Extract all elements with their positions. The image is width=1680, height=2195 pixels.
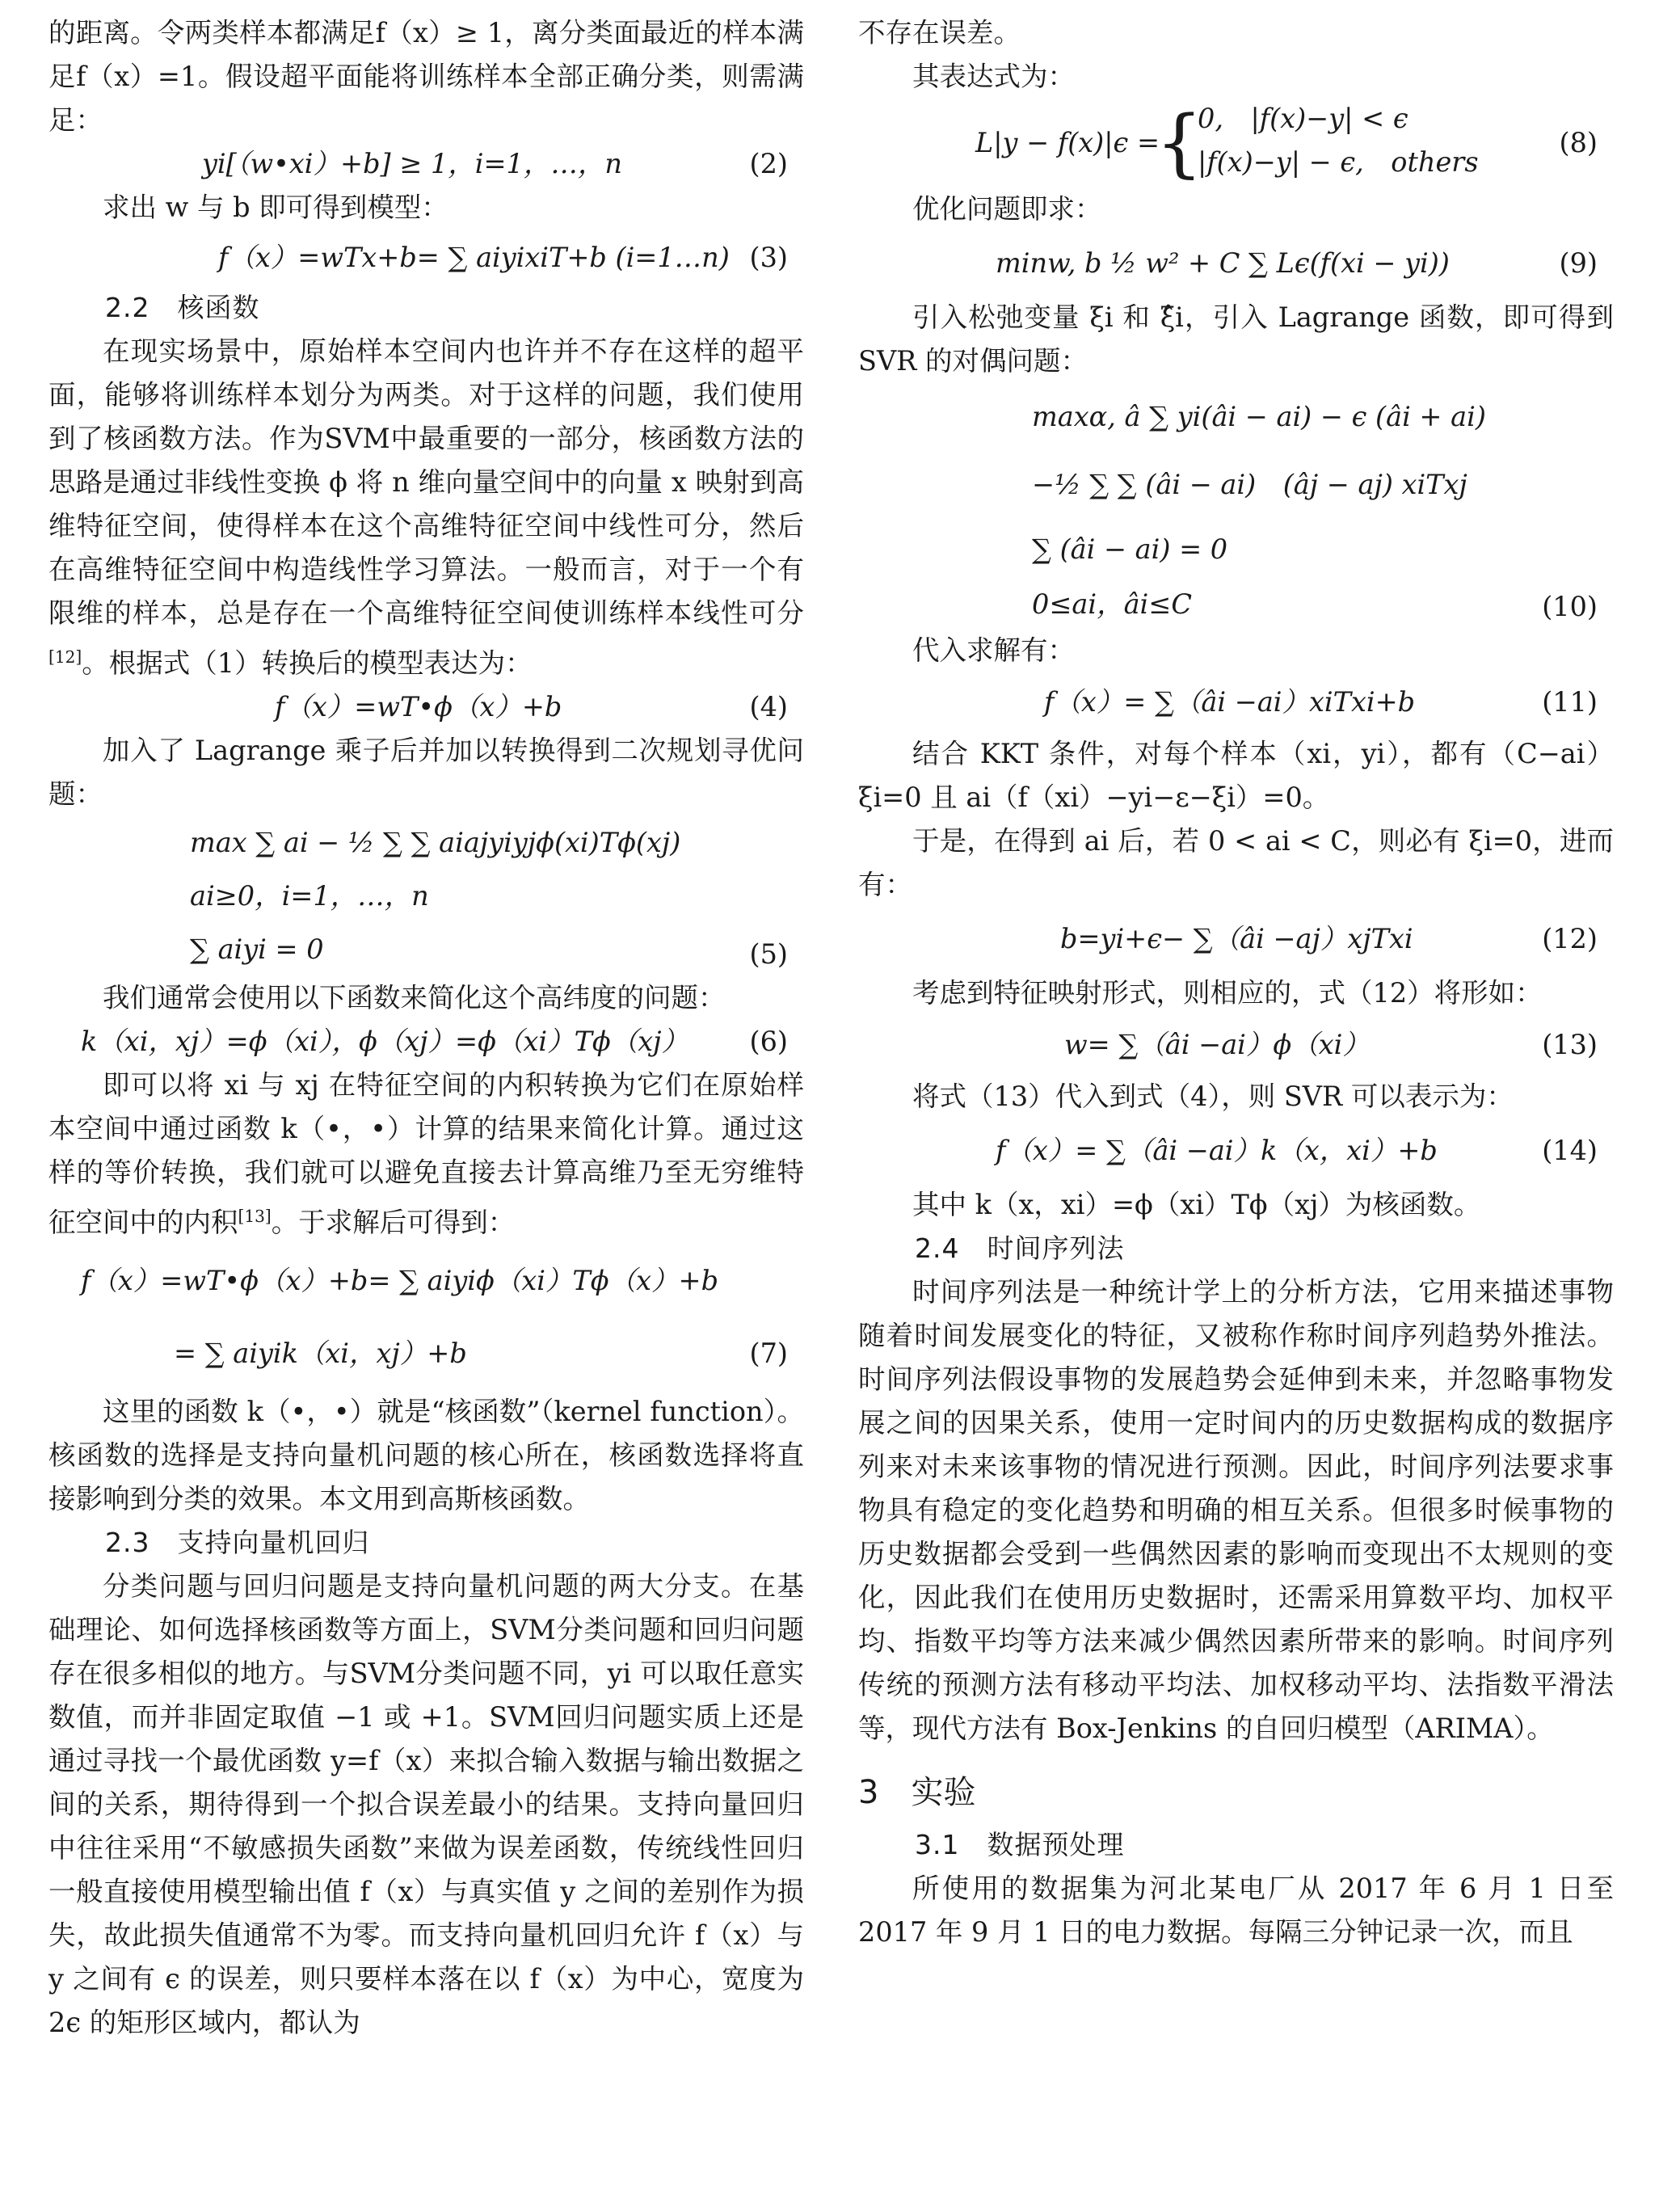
paragraph: 这里的函数 k（•，•）就是“核函数”（kernel function）。核函数的选择是支持向量机问题的核心所在，核函数选择将直接影响到分类的效果。本文用到高斯核函数。: [48, 1396, 804, 1515]
equation-number: (10): [1542, 591, 1598, 622]
paragraph: 优化问题即求：: [912, 193, 1102, 225]
paragraph-text: 。根据式（1）转换后的模型表达为：: [82, 647, 533, 680]
equation-14: [858, 1119, 1614, 1183]
paragraph-text: 在现实场景中，原始样本空间内也许并不存在这样的超平面，能够将训练样本划分为两类。对于这样的问题，我们使用到了核函数方法。作为SVM中最重要的一部分，核函数方法的思路是通过非线性变换 ϕ 将 n 维向量空间中的向量 x 映射到高维特征空间，使得样本在这个高维特征空间中线性可分，然后在高维特征空间中构造线性学习算法。一般而言，对于一个有限维的样本，总是存在一个高维特征空间使训练样本线性可分: [48, 335, 804, 629]
chapter-heading: 3 实验: [858, 1774, 976, 1811]
paragraph: 考虑到特征映射形式，则相应的，式（12）将形如：: [912, 977, 1543, 1009]
equation-lhs: L|y − f(x)|ϵ =: [975, 127, 1160, 158]
paragraph: 结合 KKT 条件，对每个样本（xi，yi），都有（C−ai）ξi=0 且 ai（f（xi）−yi−ε−ξi）=0。: [858, 738, 1614, 813]
equation-3: [48, 230, 804, 286]
paragraph: 其表达式为：: [912, 61, 1075, 92]
equation-10: [858, 383, 1614, 629]
section-heading: 2.4 时间序列法: [915, 1232, 1125, 1264]
equation-body: f（x）= ∑（âi −ai）k（x，xi）+b: [996, 1135, 1438, 1166]
paragraph: 分类问题与回归问题是支持向量机问题的两大分支。在基础理论、如何选择核函数等方面上，SVM分类问题和回归问题存在很多相似的地方。与SVM分类问题不同，yi 可以取任意实数值，而并非固定取值 −1 或 +1。SVM回归问题实质上还是通过寻找一个最优函数 y=f（x）来拟合输入数据与输出数据之间的关系，期待得到一个拟合误差最小的结果。支持向量回归中往往采用“不敏感损失函数”来做为误差函数，传统线性回归一般直接使用模型输出值 f（x）与真实值 y 之间的差别作为损失，故此损失值通常不为零。而支持向量机回归允许 f（x）与 y 之间有 ϵ 的误差，则只要样本落在以 f（x）为中心，宽度为 2ϵ 的矩形区域内，都认为: [48, 1570, 804, 2039]
equation-7: [48, 1245, 804, 1390]
citation: [12]: [48, 647, 82, 667]
equation-number: (7): [749, 1338, 788, 1370]
paragraph: 我们通常会使用以下函数来简化这个高纬度的问题：: [103, 982, 726, 1014]
equation-number: (11): [1542, 686, 1598, 718]
equation-line: max ∑ ai − ½ ∑ ∑ aiajyiyjϕ(xi)Tϕ(xj): [190, 827, 681, 859]
paragraph: 求出 w 与 b 即可得到模型：: [103, 192, 448, 223]
equation-line: f（x）=wT•ϕ（x）+b= ∑ aiyiϕ（xi）Tϕ（x）+b: [81, 1265, 719, 1297]
equation-number: (13): [1542, 1029, 1598, 1060]
equation-number: (14): [1542, 1135, 1598, 1166]
equation-number: (8): [1559, 127, 1598, 158]
equation-number: (9): [1559, 247, 1598, 279]
paragraph: 的距离。令两类样本都满足f（x）≥ 1，离分类面最近的样本满足f（x）=1。假设超平面能将训练样本全部正确分类，则需满足：: [48, 17, 804, 136]
equation-2: [48, 142, 804, 186]
paragraph: 其中 k（x，xi）=ϕ（xi）Tϕ（xj）为核函数。: [912, 1189, 1481, 1220]
paragraph-text: 。于求解后可得到：: [271, 1207, 516, 1239]
paragraph: 不存在误差。: [858, 17, 1021, 48]
paragraph: 所使用的数据集为河北某电厂从 2017 年 6 月 1 日至 2017 年 9 月 1 日的电力数据。每隔三分钟记录一次，而且: [858, 1873, 1614, 1948]
equation-line: 0≤ai，âi≤C: [1032, 588, 1192, 620]
paragraph: [48, 330, 804, 685]
equation-number: (6): [749, 1026, 788, 1058]
equation-body: k（xi，xj）=ϕ（xi），ϕ（xj）=ϕ（xi）Tϕ（xj）: [81, 1026, 689, 1058]
equation-line: maxα, â ∑ yi(âi − ai) − ϵ (âi + ai): [1032, 401, 1486, 432]
equation-line: ∑ aiyi = 0: [190, 933, 324, 966]
equation-8: [858, 99, 1614, 187]
equation-number: (4): [749, 691, 788, 723]
equation-number: (3): [749, 242, 788, 273]
equation-number: (12): [1542, 923, 1598, 954]
equation-line: ∑ (âi − ai) = 0: [1032, 533, 1228, 565]
citation: [13]: [238, 1207, 272, 1227]
equation-13: [858, 1015, 1614, 1075]
equation-body: w= ∑（âi −ai）ϕ（xi）: [1064, 1029, 1370, 1060]
equation-9: [858, 231, 1614, 296]
section-heading: 2.3 支持向量机回归: [105, 1527, 370, 1559]
section-heading: 2.2 核函数: [105, 292, 260, 323]
equation-line: = ∑ aiyik（xi，xj）+b: [174, 1338, 467, 1370]
equation-line: −½ ∑ ∑ (âi − ai) (âj − aj) xiTxj: [1032, 469, 1467, 500]
equation-body: yi[（w•xi）+b] ≥ 1，i=1，…，n: [202, 148, 622, 179]
equation-body: b=yi+ϵ− ∑（âi −aj）xjTxi: [1060, 923, 1413, 954]
section-heading: 3.1 数据预处理: [915, 1829, 1125, 1860]
equation-4: [48, 685, 804, 729]
equation-number: (5): [749, 938, 788, 971]
equation-body: f（x）=wT•ϕ（x）+b: [275, 691, 562, 723]
equation-case: 0, |f(x)−y| < ϵ: [1198, 103, 1408, 134]
left-column: [48, 11, 804, 2045]
equation-case: |f(x)−y| − ϵ, others: [1198, 146, 1479, 178]
paragraph: 将式（13）代入到式（4），则 SVR 可以表示为：: [912, 1081, 1514, 1112]
paragraph: [48, 1064, 804, 1245]
paragraph: 于是，在得到 ai 后，若 0 < ai < C，则必有 ξi=0，进而有：: [858, 825, 1614, 900]
equation-6: [48, 1020, 804, 1064]
paragraph: 加入了 Lagrange 乘子后并加以转换得到二次规划寻优问题：: [48, 735, 804, 811]
equation-line: ai≥0，i=1，…，n: [190, 880, 429, 912]
equation-12: [858, 907, 1614, 971]
equation-body: f（x）=wTx+b= ∑ aiyixiT+b (i=1…n): [218, 242, 730, 273]
equation-body: f（x）= ∑（âi −ai）xiTxi+b: [1044, 686, 1416, 718]
right-column: [858, 11, 1614, 1954]
equation-number: (2): [749, 148, 788, 179]
paragraph: 引入松弛变量 ξi 和 ξ̂i，引入 Lagrange 函数，即可得到 SVR 的对偶问题：: [858, 301, 1614, 377]
paragraph-text: 即可以将 xi 与 xj 在特征空间的内积转换为它们在原始样本空间中通过函数 k（•，•）计算的结果来简化计算。通过这样的等价转换，我们就可以避免直接去计算高维乃至无穷维特征空间中的内积: [48, 1069, 804, 1239]
brace-icon: {: [1156, 99, 1203, 186]
paragraph: 代入求解有：: [912, 634, 1075, 666]
equation-11: [858, 672, 1614, 732]
equation-body: minw, b ½ w² + C ∑ Lϵ(f(xi − yi)): [996, 247, 1450, 279]
paragraph: 时间序列法是一种统计学上的分析方法，它用来描述事物随着时间发展变化的特征，又被称作称时间序列趋势外推法。时间序列法假设事物的发展趋势会延伸到未来，并忽略事物发展之间的因果关系，使用一定时间内的历史数据构成的数据序列来对未来该事物的情况进行预测。因此，时间序列法要求事物具有稳定的变化趋势和明确的相互关系。但很多时候事物的历史数据都会受到一些偶然因素的影响而变现出不太规则的变化，因此我们在使用历史数据时，还需采用算数平均、加权平均、指数平均等方法来减少偶然因素所带来的影响。时间序列传统的预测方法有移动平均法、加权移动平均、法指数平滑法等，现代方法有 Box-Jenkins 的自回归模型（ARIMA）。: [858, 1276, 1614, 1744]
equation-5: [48, 816, 804, 976]
